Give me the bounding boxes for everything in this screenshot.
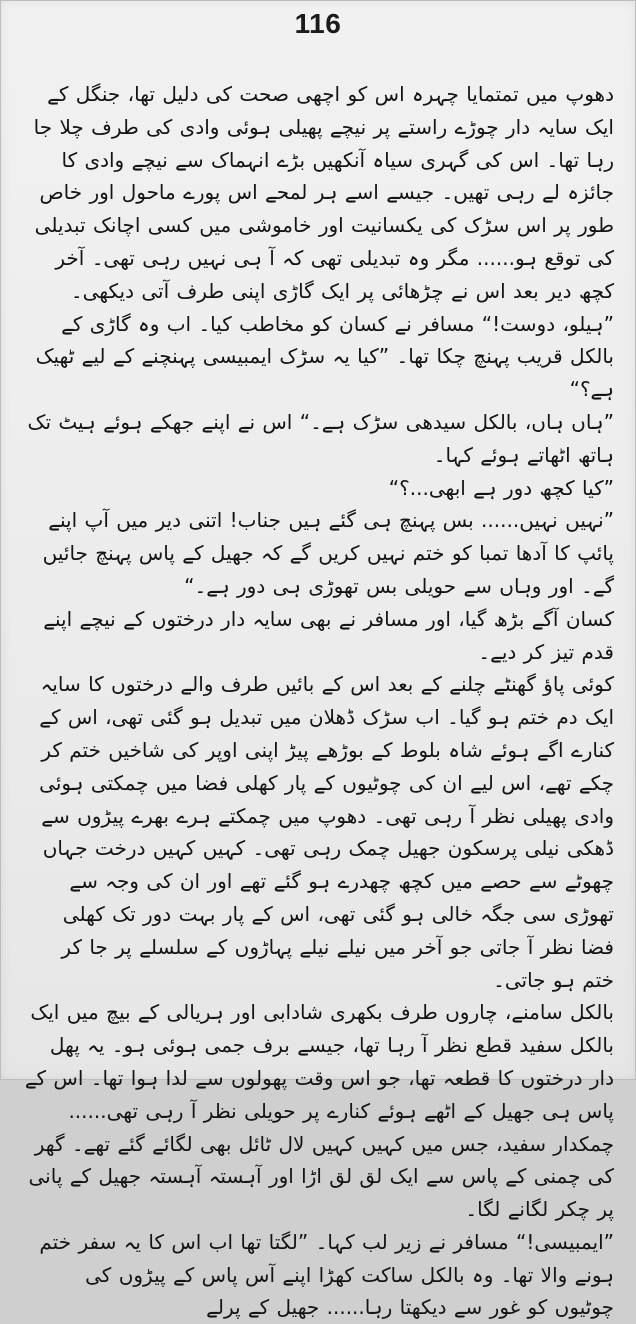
- paragraph-3: ”ہاں ہاں، بالکل سیدھی سڑک ہے۔“ اس نے اپنے جھکے ہوئے ہیٹ تک ہاتھ اٹھاتے ہوئے کہا۔: [27, 409, 614, 467]
- page-text-block: [24, 78, 614, 1320]
- paragraph-5: ”نہیں نہیں...... بس پہنچ ہی گئے ہیں جناب! اتنی دیر میں آپ اپنے پائپ کا آدھا تمبا کو ختم نہیں کریں گے کہ جھیل کے پاس پہنچ جائیں گے۔ اور وہاں سے حویلی بس تھوڑی ہی دور ہے۔“: [42, 508, 614, 598]
- paragraph-1: دھوپ میں تمتمایا چہرہ اس کو اچھی صحت کی دلیل تھا، جنگل کے ایک سایہ دار چوڑے راستے پر نیچے پھیلی ہوئی وادی کی طرف چلا جا رہا تھا۔ اس کی گہری سیاہ آنکھیں بڑے انہماک سے نیچے وادی کا جائزہ لے رہی تھیں۔ جیسے اسے ہر لمحے اس پورے ماحول اور خاص طور پر اس سڑک کی یکسانیت اور خاموشی میں کسی اچانک تبدیلی کی توقع ہو...... مگر وہ تبدیلی تھی کہ آ ہی نہیں رہی تھی۔ آخر کچھ دیر بعد اس نے چڑھائی پر ایک گاڑی اپنی طرف آتی دیکھی۔: [33, 82, 614, 303]
- paragraph-7: کوئی پاؤ گھنٹے چلنے کے بعد اس کے بائیں طرف والے درختوں کا سایہ ایک دم ختم ہو گیا۔ اب سڑک ڈھلان میں تبدیل ہو گئی تھی، اس کے کنارے اگے ہوئے شاہ بلوط کے بوڑھے پیڑ اپنی اوپر کی شاخیں ختم کر چکے تھے، اس لیے ان کی چوٹیوں کے پار کھلی فضا میں چمکتی ہوئی وادی پھیلی نظر آ رہی تھی۔ دھوپ میں چمکتے ہرے بھرے پیڑوں سے ڈھکی نیلی پرسکون جھیل چمک رہی تھی۔ کہیں کہیں درخت جہاں چھوٹے سے حصے میں کچھ چھدرے ہو گئے تھے اور ان کی وجہ سے تھوڑی سی جگہ خالی ہو گئی تھی، اس کے پار بہت دور تک کھلی فضا نظر آ جاتی جو آخر میں نیلے نیلے پہاڑوں کے سلسلے پر جا کر ختم ہو جاتی۔: [39, 672, 614, 992]
- page-number: 116: [294, 8, 342, 39]
- paragraph-9: ”ایمبیسی!“ مسافر نے زیر لب کہا۔ ”لگتا تھا اب اس کا یہ سفر ختم ہونے والا تھا۔ وہ بالکل ساکت کھڑا اپنے آس پاس کے پیڑوں کی چوٹیوں کو غور سے دیکھتا رہا...... جھیل کے پرلے: [39, 1229, 614, 1320]
- paragraph-8: بالکل سامنے، چاروں طرف بکھری شادابی اور ہریالی کے بیچ میں ایک بالکل سفید قطع نظر آ رہا تھا، جیسے برف جمی ہوئی ہو۔ یہ پھل دار درختوں کا قطعہ تھا، جو اس وقت پھولوں سے لدا ہوا تھا۔ اس کے پاس ہی جھیل کے اٹھے ہوئے کنارے پر حویلی نظر آ رہی تھی...... چمکدار سفید، جس میں کہیں کہیں لال ٹائل بھی لگائے گئے تھے۔ گھر کی چمنی کے پاس سے ایک لق لق اڑا اور آہستہ آہستہ جھیل کے پانی پر چکر لگانے لگا۔: [24, 1000, 614, 1222]
- paragraph-6: کسان آگے بڑھ گیا، اور مسافر نے بھی سایہ دار درختوں کے نیچے اپنے قدم تیز کر دیے۔: [43, 606, 614, 664]
- paragraph-4: ”کیا کچھ دور ہے ابھی...؟“: [388, 475, 614, 500]
- paragraph-2: ”ہیلو، دوست!“ مسافر نے کسان کو مخاطب کیا۔ اب وہ گاڑی کے بالکل قریب پہنچ چکا تھا۔ ”کیا یہ سڑک ایمبیسی پہنچنے کے لیے ٹھیک ہے؟“: [35, 311, 614, 402]
